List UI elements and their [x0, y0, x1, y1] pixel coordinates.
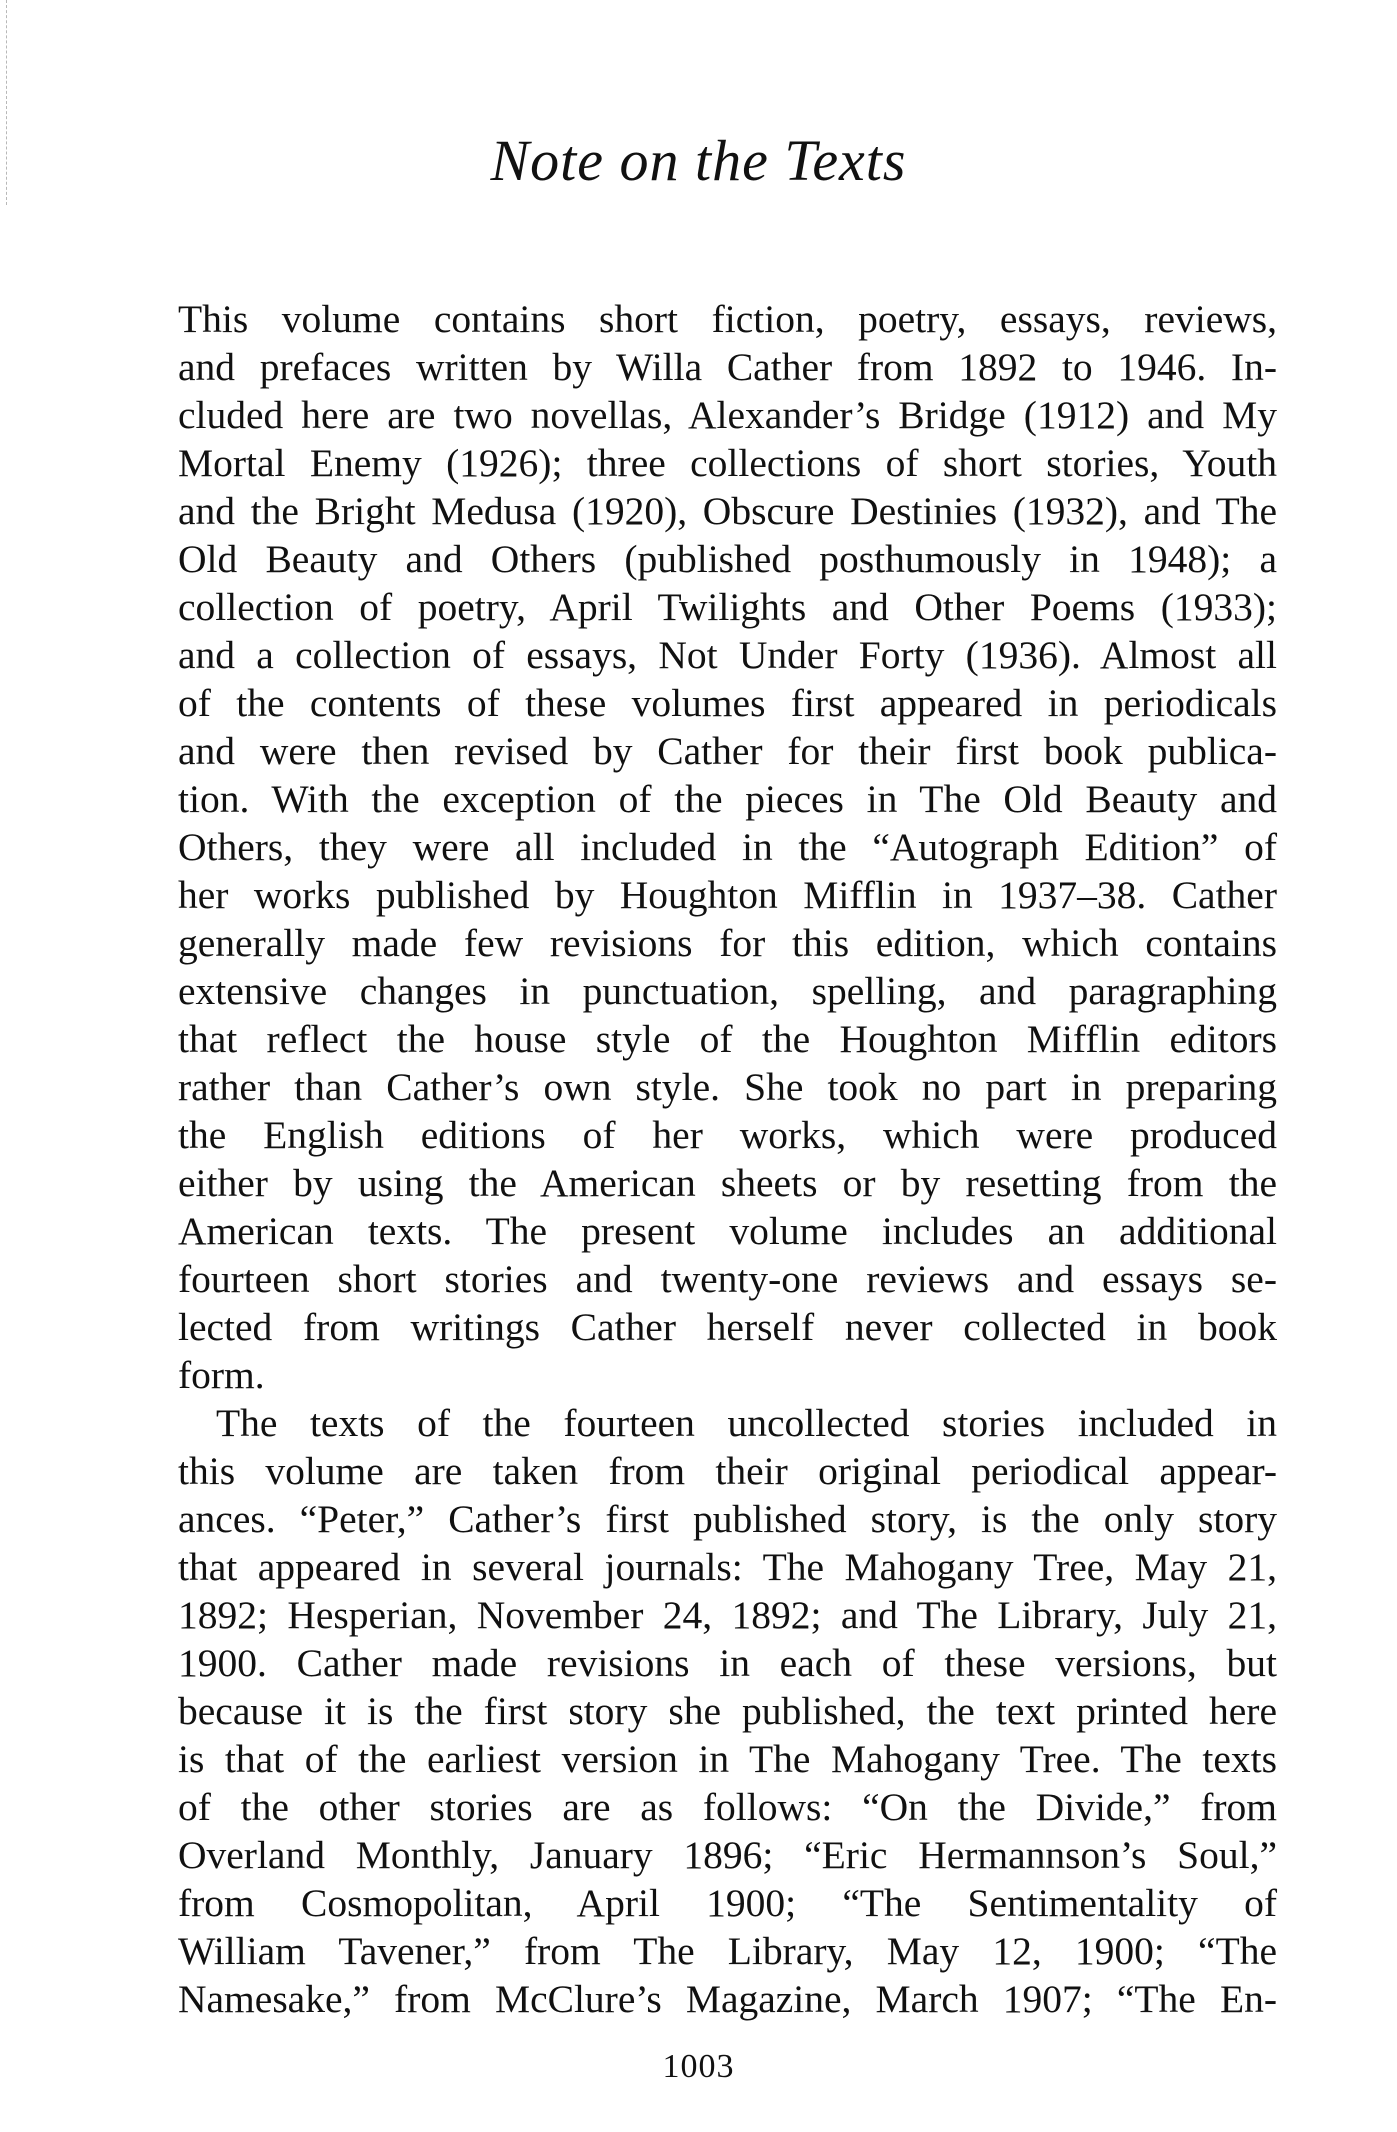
text-line: tion. With the exception of the pieces in The Old Beauty and: [178, 777, 1277, 821]
text-line: of the contents of these volumes first appeared in periodicals: [178, 681, 1277, 725]
text-line: from Cosmopolitan, April 1900; “The Sentimentality of: [178, 1881, 1277, 1925]
text-line: the English editions of her works, which were produced: [178, 1113, 1277, 1157]
text-line: because it is the first story she published, the text printed here: [178, 1689, 1277, 1733]
text-line: This volume contains short fiction, poetry, essays, reviews,: [178, 297, 1277, 341]
text-line: Mortal Enemy (1926); three collections of short stories, Youth: [178, 441, 1277, 485]
text-line: that reflect the house style of the Houghton Mifflin editors: [178, 1017, 1277, 1061]
text-line: Overland Monthly, January 1896; “Eric Hermannson’s Soul,”: [178, 1833, 1277, 1877]
text-line: 1900. Cather made revisions in each of these versions, but: [178, 1641, 1277, 1685]
paragraph-2: [178, 1399, 1277, 2023]
text-line: that appeared in several journals: The Mahogany Tree, May 21,: [178, 1545, 1277, 1589]
text-line: of the other stories are as follows: “On the Divide,” from: [178, 1785, 1277, 1829]
page-number: 1003: [662, 2048, 735, 2085]
text-line: this volume are taken from their original periodical appear-: [178, 1449, 1277, 1493]
text-line: American texts. The present volume includes an additional: [178, 1209, 1277, 1253]
text-line: either by using the American sheets or by resetting from the: [178, 1161, 1277, 1205]
text-line: generally made few revisions for this edition, which contains: [178, 921, 1277, 965]
text-line: fourteen short stories and twenty-one reviews and essays se-: [178, 1257, 1277, 1301]
text-line: lected from writings Cather herself never collected in book: [178, 1305, 1277, 1349]
text-line: extensive changes in punctuation, spelling, and paragraphing: [178, 969, 1277, 1013]
text-line: and prefaces written by Willa Cather from 1892 to 1946. In-: [178, 345, 1277, 389]
text-line: and the Bright Medusa (1920), Obscure Destinies (1932), and The: [178, 489, 1277, 533]
text-line: The texts of the fourteen uncollected stories included in: [216, 1401, 1277, 1445]
page-title: Note on the Texts: [490, 128, 907, 193]
paragraph-1: [178, 295, 1277, 1399]
text-line: cluded here are two novellas, Alexander’s Bridge (1912) and My: [178, 393, 1277, 437]
text-line: is that of the earliest version in The Mahogany Tree. The texts: [178, 1737, 1277, 1781]
text-line: and a collection of essays, Not Under Forty (1936). Almost all: [178, 633, 1277, 677]
text-line: William Tavener,” from The Library, May 12, 1900; “The: [178, 1929, 1277, 1973]
text-line: and were then revised by Cather for their first book publica-: [178, 729, 1277, 773]
text-line: 1892; Hesperian, November 24, 1892; and The Library, July 21,: [178, 1593, 1277, 1637]
text-line: collection of poetry, April Twilights and Other Poems (1933);: [178, 585, 1277, 629]
text-line: form.: [178, 1353, 265, 1397]
text-line: Namesake,” from McClure’s Magazine, March 1907; “The En-: [178, 1977, 1277, 2021]
text-line: her works published by Houghton Mifflin in 1937–38. Cather: [178, 873, 1277, 917]
body-text: [178, 295, 1277, 2023]
text-line: rather than Cather’s own style. She took no part in preparing: [178, 1065, 1277, 1109]
text-line: Others, they were all included in the “Autograph Edition” of: [178, 825, 1277, 869]
text-line: Old Beauty and Others (published posthumously in 1948); a: [178, 537, 1277, 581]
text-line: ances. “Peter,” Cather’s first published story, is the only story: [178, 1497, 1277, 1541]
